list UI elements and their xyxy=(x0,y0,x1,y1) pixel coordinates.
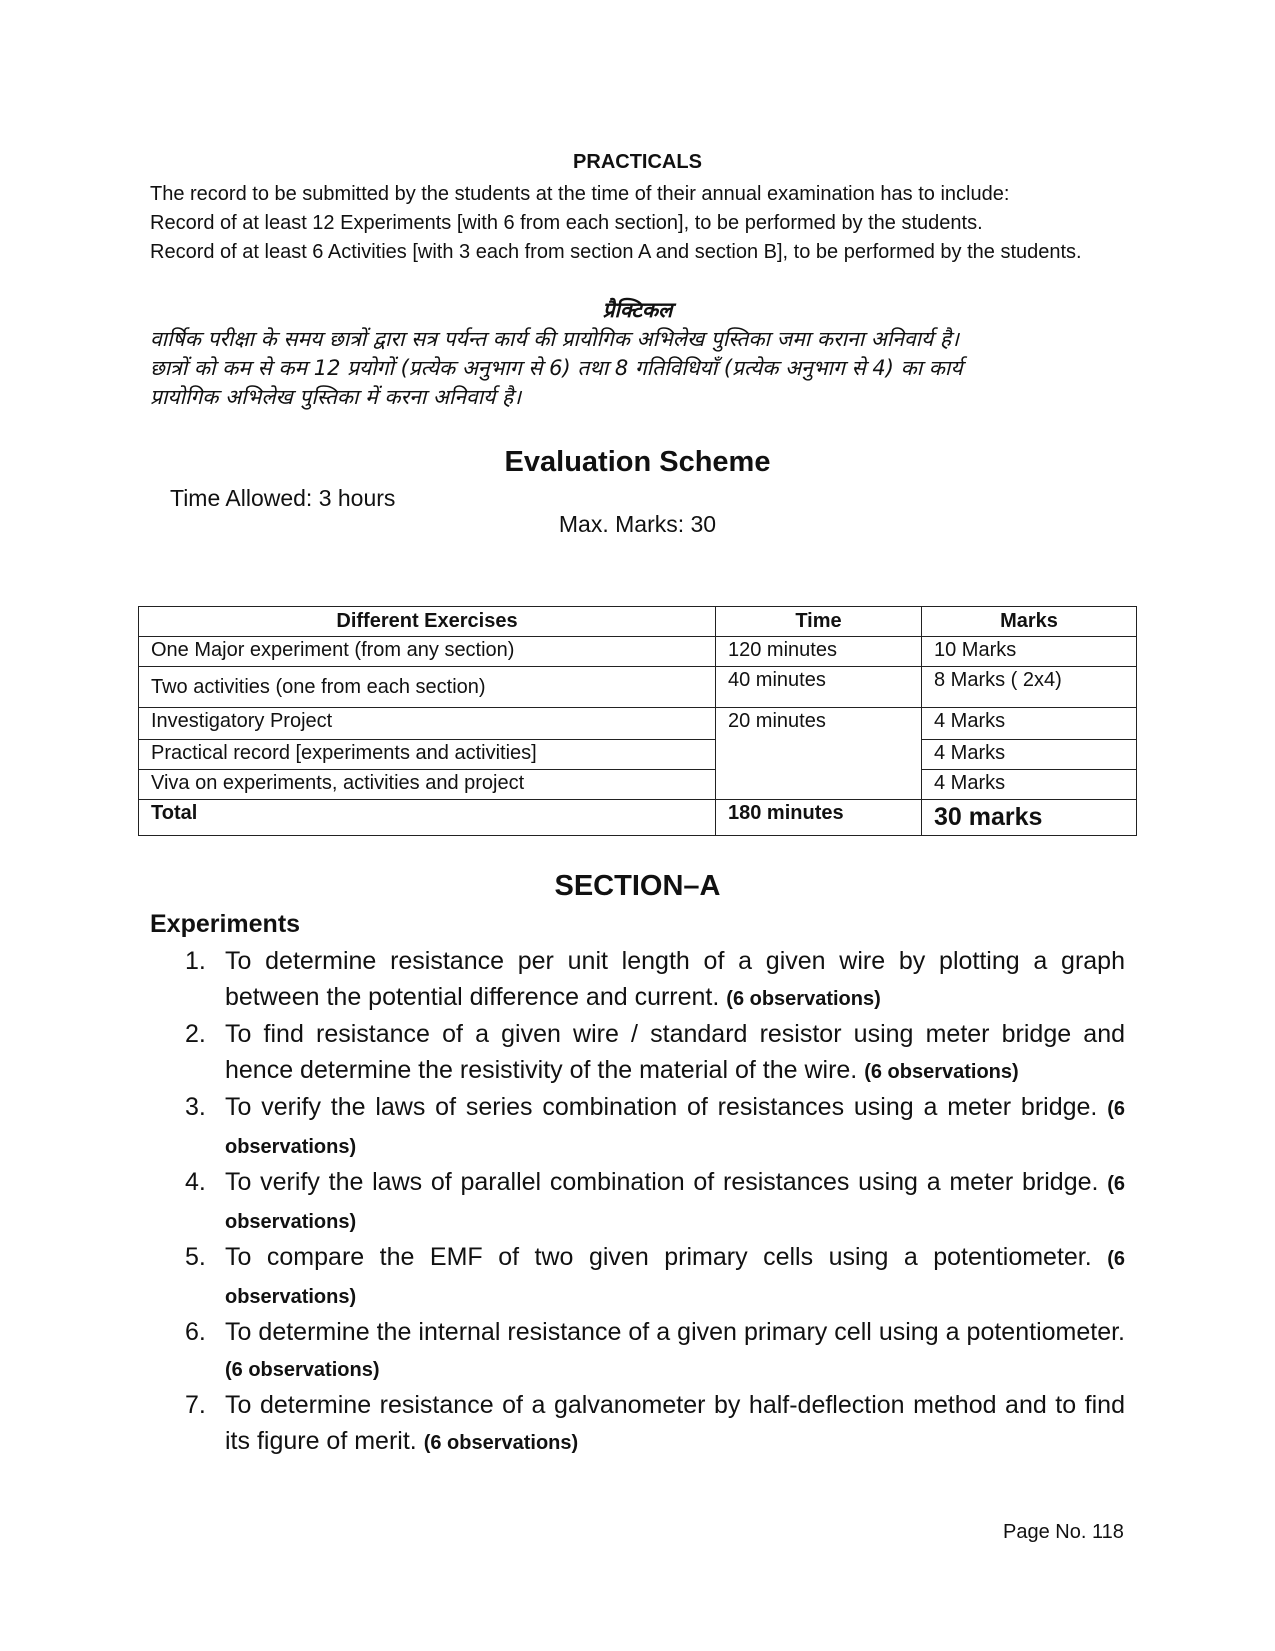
table-total-row xyxy=(139,800,1137,836)
exercise-cell: Two activities (one from each section) xyxy=(139,667,716,708)
list-item xyxy=(175,1314,1125,1388)
hindi-intro xyxy=(150,325,1125,412)
table-header-row xyxy=(139,607,1137,637)
marks-cell: 4 Marks xyxy=(922,740,1137,770)
item-number: 1. xyxy=(185,947,206,975)
list-item xyxy=(175,1089,1125,1165)
practicals-intro xyxy=(150,180,1115,267)
hindi-heading: प्रैक्टिकल xyxy=(602,298,673,322)
table-row xyxy=(139,708,1137,740)
list-item xyxy=(175,1016,1125,1090)
header-exercises: Different Exercises xyxy=(139,607,716,637)
intro-line: Record of at least 12 Experiments [with 6 from each section], to be performed by the students. xyxy=(150,212,983,234)
marks-cell: 4 Marks xyxy=(922,770,1137,800)
item-text: To determine resistance of a galvanometer by half-deflection method and to find its figure of merit. xyxy=(225,1391,1125,1455)
experiments-list xyxy=(175,943,1125,1460)
experiments-heading: Experiments xyxy=(150,910,301,938)
item-observations: (6 observations) xyxy=(864,1061,1019,1083)
intro-line: Record of at least 6 Activities [with 3 each from section A and section B], to be performed by the students. xyxy=(150,241,1082,263)
item-observations: (6 observations) xyxy=(225,1098,1126,1158)
item-observations: (6 observations) xyxy=(726,988,881,1010)
marks-cell: 4 Marks xyxy=(922,708,1137,740)
item-observations: (6 observations) xyxy=(423,1432,579,1454)
item-text: To compare the EMF of two given primary cells using a potentiometer. xyxy=(225,1243,1092,1271)
exercise-cell: Investigatory Project xyxy=(139,708,716,740)
list-item xyxy=(175,1387,1125,1461)
hindi-line: छात्रों को कम से कम 12 प्रयोगों (प्रत्येक अनुभाग से 6) तथा 8 गतिविधियाँ (प्रत्येक अनुभाग से 4) का कार्य xyxy=(150,356,963,380)
list-item xyxy=(175,943,1125,1017)
item-text: To verify the laws of parallel combination of resistances using a meter bridge. xyxy=(225,1168,1099,1196)
time-cell: 40 minutes xyxy=(716,667,922,708)
marks-cell: 10 Marks xyxy=(922,637,1137,667)
time-cell: 20 minutes xyxy=(716,708,922,800)
exercise-cell: One Major experiment (from any section) xyxy=(139,637,716,667)
table-row xyxy=(139,740,1137,770)
item-text: To determine the internal resistance of a given primary cell using a potentiometer. xyxy=(225,1318,1125,1346)
table-row xyxy=(139,667,1137,708)
header-marks: Marks xyxy=(922,607,1137,637)
total-marks: 30 marks xyxy=(922,800,1137,836)
practicals-heading: PRACTICALS xyxy=(573,151,702,173)
item-number: 3. xyxy=(185,1093,206,1121)
list-item xyxy=(175,1239,1125,1315)
evaluation-table xyxy=(138,606,1137,836)
hindi-line: वार्षिक परीक्षा के समय छात्रों द्वारा सत्र पर्यन्त कार्य की प्रायोगिक अभिलेख पुस्तिका जमा कराना अनिवार्य है। xyxy=(150,327,960,351)
evaluation-scheme-title: Evaluation Scheme xyxy=(504,446,771,478)
max-marks: Max. Marks: 30 xyxy=(558,511,717,537)
item-text: To determine resistance per unit length of a given wire by plotting a graph between the potential difference and current. xyxy=(225,947,1125,1011)
item-number: 7. xyxy=(185,1391,206,1419)
marks-cell: 8 Marks ( 2x4) xyxy=(922,667,1137,708)
item-number: 5. xyxy=(185,1243,206,1271)
item-observations: (6 observations) xyxy=(225,1173,1125,1233)
header-time: Time xyxy=(716,607,922,637)
time-allowed: Time Allowed: 3 hours xyxy=(170,485,396,511)
item-observations: (6 observations) xyxy=(225,1359,380,1381)
time-cell: 120 minutes xyxy=(716,637,922,667)
hindi-line: प्रायोगिक अभिलेख पुस्तिका में करना अनिवार्य है। xyxy=(150,385,522,409)
item-text: To verify the laws of series combination of resistances using a meter bridge. xyxy=(225,1093,1098,1121)
total-time: 180 minutes xyxy=(716,800,922,836)
item-number: 4. xyxy=(185,1168,206,1196)
table-row xyxy=(139,770,1137,800)
intro-line: The record to be submitted by the students at the time of their annual examination has to include: xyxy=(150,183,1010,205)
item-text: To find resistance of a given wire / standard resistor using meter bridge and hence determine the resistivity of the material of the wire. xyxy=(225,1020,1125,1084)
table-row xyxy=(139,637,1137,667)
item-number: 6. xyxy=(185,1318,206,1346)
page-number: Page No. 118 xyxy=(1003,1521,1124,1543)
item-observations: (6 observations) xyxy=(225,1248,1125,1308)
exercise-cell: Viva on experiments, activities and project xyxy=(139,770,716,800)
total-label: Total xyxy=(139,800,716,836)
section-a-heading: SECTION–A xyxy=(554,870,721,902)
list-item xyxy=(175,1164,1125,1240)
item-number: 2. xyxy=(185,1020,206,1048)
exercise-cell: Practical record [experiments and activities] xyxy=(139,740,716,770)
